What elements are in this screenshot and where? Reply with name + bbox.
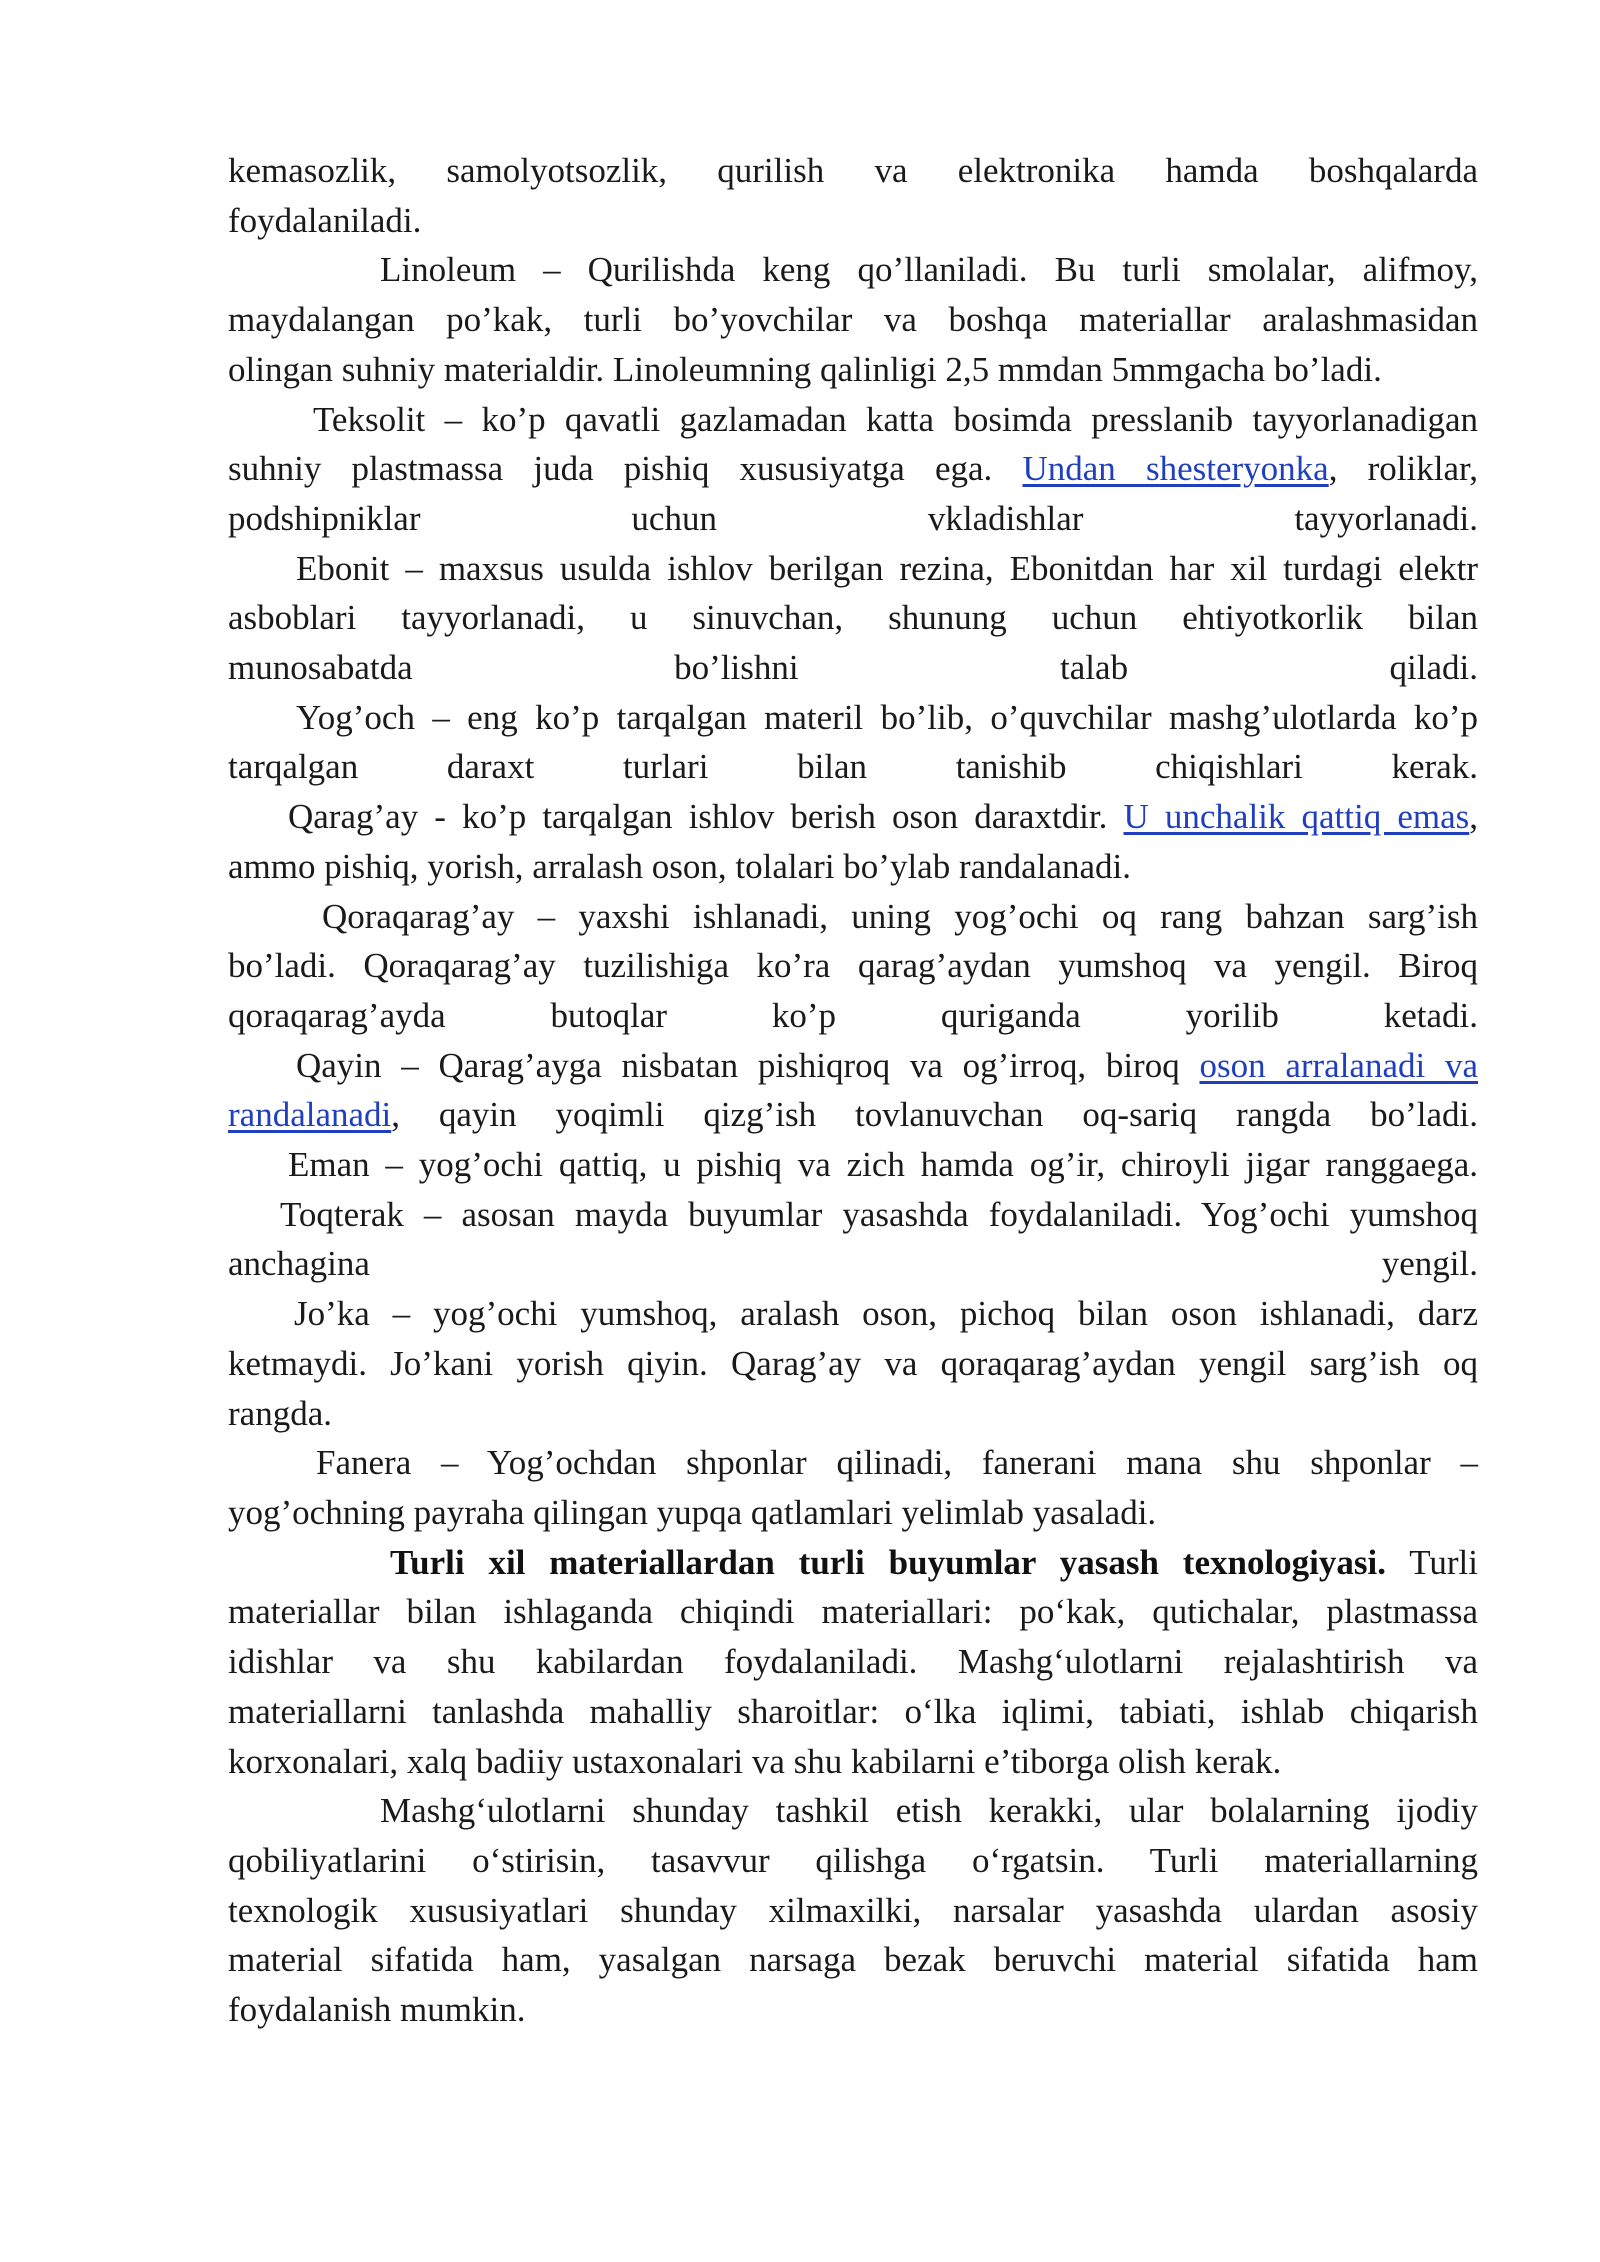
paragraph-fanera [228,1438,1478,1537]
paragraph-intro [228,146,1478,245]
text-line: qobiliyatlarini o‘stirisin, tasavvur qilishga o‘rgatsin. Turli materiallarning [228,1840,1478,1880]
text-line: qoraqarag’ayda butoqlar ko’p quriganda yorilib ketadi. [228,995,1478,1035]
document-page [228,146,1478,2035]
text-line: Jo’ka – yog’ochi yumshoq, aralash oson, pichoq bilan oson ishlanadi, darz [294,1294,1478,1334]
text-segment: Qayin – Qarag’ayga nisbatan pishiqroq va og’irroq, biroq [296,1045,1180,1085]
text-line: material sifatida ham, yasalgan narsaga bezak beruvchi material sifatida ham [228,1940,1478,1980]
text-line: korxonalari, xalq badiiy ustaxonalari va shu kabilarni e’tiborga olish kerak. [228,1741,1282,1781]
text-segment: Qarag’ay - ko’p tarqalgan ishlov berish oson daraxtdir. [288,797,1108,837]
paragraph-linoleum [228,245,1478,394]
paragraph-teksolit [228,395,1478,544]
paragraph-toqterak [228,1190,1478,1289]
text-line: tarqalgan daraxt turlari bilan tanishib chiqishlari kerak. [228,747,1478,787]
text-line: Eman – yog’ochi qattiq, u pishiq va zich hamda og’ir, chiroyli jigar ranggaega. [288,1145,1478,1185]
paragraph-yogoch [228,693,1478,792]
text-line: Teksolit – ko’p qavatli gazlamadan katta bosimda presslanib tayyorlanadigan [313,399,1478,439]
text-line: Yog’och – eng ko’p tarqalgan materil bo’lib, o’quvchilar mashg’ulotlarda ko’p [296,697,1478,737]
text-line: bo’ladi. Qoraqarag’ay tuzilishiga ko’ra qarag’aydan yumshoq va yengil. Biroq [228,946,1478,986]
text-line: foydalaniladi. [228,200,422,240]
text-line: Mashg‘ulotlarni shunday tashkil etish kerakki, ular bolalarning ijodiy [380,1791,1478,1831]
text-line: Ebonit – maxsus usulda ishlov berilgan rezina, Ebonitdan har xil turdagi elektr [296,548,1478,588]
paragraph-eman [228,1140,1478,1190]
text-line: anchagina yengil. [228,1244,1478,1284]
text-line: materiallarni tanlashda mahalliy sharoitlar: o‘lka iqlimi, tabiati, ishlab chiqarish [228,1691,1478,1731]
paragraph-joka [228,1289,1478,1438]
link-oson-arralanadi[interactable]: oson arralanadi va [1199,1045,1478,1085]
text-segment: Turli [1386,1542,1478,1582]
text-line: kemasozlik, samolyotsozlik, qurilish va elektronika hamda boshqalarda [228,151,1478,190]
text-segment: , roliklar, [1328,449,1478,489]
text-line: munosabatda bo’lishni talab qiladi. [228,648,1478,688]
text-line: yog’ochning payraha qilingan yupqa qatlamlari yelimlab yasaladi. [228,1492,1157,1532]
text-line: idishlar va shu kabilardan foydalaniladi. Mashg‘ulotlarni rejalashtirish va [228,1642,1478,1682]
text-segment: , qayin yoqimli qizg’ish tovlanuvchan oq-sariq rangda bo’ladi. [391,1095,1478,1135]
text-line [228,1538,1478,1588]
paragraph-mashgulotlar [228,1786,1478,2035]
text-line: Fanera – Yog’ochdan shponlar qilinadi, fanerani mana shu shponlar – [316,1443,1478,1483]
text-line: rangda. [228,1393,332,1433]
paragraph-texnologiya [228,1538,1478,1787]
text-line: asboblari tayyorlanadi, u sinuvchan, shunung uchun ehtiyotkorlik bilan [228,598,1478,638]
text-line: Qoraqarag’ay – yaxshi ishlanadi, uning yog’ochi oq rang bahzan sarg’ish [322,896,1478,936]
text-line: texnologik xususiyatlari shunday xilmaxilki, narsalar yasashda ulardan asosiy [228,1890,1478,1930]
section-heading: Turli xil materiallardan turli buyumlar yasash texnologiyasi. [390,1542,1386,1582]
text-segment: , [1469,797,1479,837]
link-u-unchalik-qattiq-emas[interactable]: U unchalik qattiq emas [1123,797,1470,837]
text-line: olingan suhniy materialdir. Linoleumning qalinligi 2,5 mmdan 5mmgacha bo’ladi. [228,349,1382,389]
paragraph-qaragay [228,792,1478,891]
text-line [228,444,1478,494]
text-line: Linoleum – Qurilishda keng qo’llaniladi. Bu turli smolalar, alifmoy, [380,250,1478,290]
text-line [228,792,1478,842]
text-line [228,1090,1478,1140]
text-line: Toqterak – asosan mayda buyumlar yasashda foydalaniladi. Yog’ochi yumshoq [280,1194,1478,1234]
paragraph-qayin [228,1041,1478,1140]
paragraph-ebonit [228,544,1478,693]
link-randalanadi[interactable]: randalanadi [228,1095,392,1135]
text-line: foydalanish mumkin. [228,1990,526,2030]
paragraph-qoraqaragay [228,892,1478,1041]
text-line: materiallar bilan ishlaganda chiqindi materiallari: po‘kak, qutichalar, plastmassa [228,1592,1478,1632]
text-line: podshipniklar uchun vkladishlar tayyorlanadi. [228,498,1478,538]
text-line [228,1041,1478,1091]
text-line: ketmaydi. Jo’kani yorish qiyin. Qarag’ay va qoraqarag’aydan yengil sarg’ish oq [228,1343,1478,1383]
text-line: maydalangan po’kak, turli bo’yovchilar va boshqa materiallar aralashmasidan [228,300,1478,340]
text-segment: suhniy plastmassa juda pishiq xususiyatga ega. [228,449,993,489]
link-undan-shesteryonka[interactable]: Undan shesteryonka [1022,449,1329,489]
text-line: ammo pishiq, yorish, arralash oson, tolalari bo’ylab randalanadi. [228,846,1131,886]
